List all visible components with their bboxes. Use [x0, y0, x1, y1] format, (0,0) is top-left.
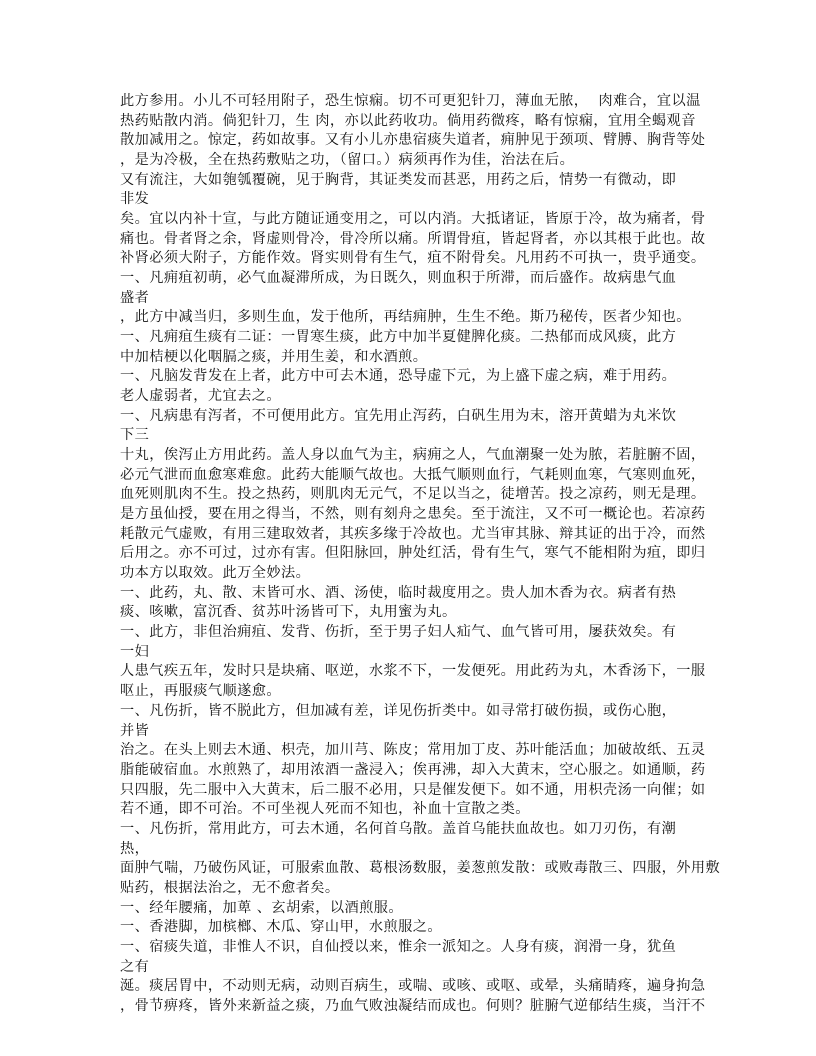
text-line: 涎。痰居胃中，不动则无病，动则百病生，或喘、或咳、或呕、或晕，头痛睛疼，遍身拘急: [120, 978, 706, 995]
text-line: 耗散元气虚败，有用三建取效者，其疾多缘于冷故也。尤当审其脉、辩其证的出于冷，而然: [120, 525, 706, 542]
text-line: 功本方以取效。此万全妙法。: [120, 565, 311, 582]
text-line: 老人虚弱者，尤宜去之。: [120, 388, 282, 405]
text-line: 贴药，根据法治之，无不愈者矣。: [120, 879, 340, 896]
text-line: 并皆: [120, 722, 150, 739]
text-line: 一、此药，丸、散、末皆可水、酒、汤使，临时裁度用之。贵人加木香为衣。病者有热: [120, 584, 677, 601]
text-line: 此方参用。小儿不可轻用附子，恐生惊痫。切不可更犯针刀，薄血无脓， 肉难合，宜以温: [120, 93, 701, 109]
text-line: 中加桔梗以化咽膈之痰，并用生姜，和水酒煎。: [120, 348, 428, 365]
text-line: 脂能破宿血。水煎熟了，却用浓酒一盏浸入；俟再沸，却入大黄末，空心服之。如通顺，药: [120, 761, 706, 778]
text-line: 下三: [120, 427, 150, 444]
text-line: 一、凡病患有泻者，不可便用此方。宜先用止泻药，白矾生用为末，溶开黄蜡为丸米饮: [120, 407, 677, 424]
text-line: 治之。在头上则去木通、枳壳，加川芎、陈皮；常用加丁皮、苏叶能活血；加破故纸、五灵: [120, 742, 706, 759]
text-line: 散加减用之。惊定，药如故事。又有小儿亦患宿痰失道者，痈肿见于颈项、臂膊、胸背等处: [120, 132, 706, 149]
text-line: 必元气泄而血愈寒难愈。此药大能顺气故也。大抵气顺则血行，气耗则血寒，气寒则血死，: [120, 466, 706, 483]
text-line: 呕止，再服痰气顺遂愈。: [120, 683, 282, 700]
text-line: ，此方中减当归，多则生血，发于他所，再结痈肿，生生不绝。斯乃秘传，医者少知也。: [120, 309, 691, 326]
text-line: 热药贴散内消。倘犯针刀，生 肉，亦以此药收功。倘用药微疼，略有惊痫，宜用全蝎观音: [120, 112, 696, 129]
text-line: 一妇: [120, 643, 150, 660]
text-line: 一、此方，非但治痈疽、发背、伤折，至于男子妇人疝气、血气皆可用，屡获效矣。有: [120, 624, 677, 641]
text-line: 一、经年腰痛，加萆 、玄胡索，以酒煎服。: [120, 899, 404, 916]
text-line: 一、凡痈疽生痰有二证：一胃寒生痰，此方中加半夏健脾化痰。二热郁而成风痰，此方: [120, 329, 677, 346]
text-line: 盛者: [120, 289, 150, 306]
text-line: 一、宿痰失道，非惟人不识，自仙授以来，惟余一派知之。人身有痰，润滑一身，犹鱼: [120, 938, 677, 955]
text-line: 热，: [120, 840, 150, 857]
text-line: 人患气疾五年，发时只是块痛、呕逆，水浆不下，一发便死。用此药为丸，木香汤下，一服: [120, 663, 706, 680]
text-line: 一、香港脚，加槟榔、木瓜、穿山甲，水煎服之。: [120, 919, 443, 936]
text-line: 若不通，即不可治。不可坐视人死而不知也，补血十宣散之类。: [120, 801, 530, 818]
text-line: 又有流注，大如匏瓠覆碗，见于胸背，其证类发而甚恶，用药之后，情势一有微动，即: [120, 171, 677, 188]
text-line: 补肾必须大附子，方能作效。肾实则骨有生气，疽不附骨矣。凡用药不可执一，贵乎通变。: [120, 250, 706, 267]
text-line: 痛也。骨者肾之余，肾虚则骨冷，骨冷所以痛。所谓骨疽，皆起肾者，亦以其根于此也。故: [120, 230, 706, 247]
text-line: ，骨节痹疼，皆外来新益之痰，乃血气败浊凝结而成也。何则？脏腑气逆郁结生痰，当汗不: [120, 997, 706, 1014]
text-line: 痰、咳嗽，富沉香、贫苏叶汤皆可下，丸用蜜为丸。: [120, 604, 457, 621]
text-line: 一、凡痈疽初萌，必气血凝滞所成，为日既久，则血积于所滞，而后盛作。故病患气血: [120, 270, 677, 287]
text-line: 后用之。亦不可过，过亦有害。但阳脉回，肿处红活，骨有生气，寒气不能相附为疽，即归: [120, 545, 706, 562]
text-line: 是方虽仙授，要在用之得当，不然，则有刻舟之患矣。至于流注，又不可一概论也。若凉药: [120, 506, 706, 523]
text-line: 一、凡伤折，皆不脱此方，但加减有差，详见伤折类中。如寻常打破伤损，或伤心胞，: [120, 702, 677, 719]
text-line: 之有: [120, 958, 150, 975]
text-line: 血死则肌肉不生。投之热药，则肌肉无元气，不足以当之，徒增苦。投之凉药，则无是理。: [120, 486, 706, 503]
text-line: 一、凡脑发背发在上者，此方中可去木通，恐导虚下元，为上盛下虚之病，难于用药。: [120, 368, 677, 385]
document-page: [120, 92, 721, 1017]
text-line: 十丸，俟泻止方用此药。盖人身以血气为主，病痈之人，气血潮聚一处为脓，若脏腑不固，: [120, 447, 706, 464]
text-line: 面肿气喘，乃破伤风证，可服索血散、葛根汤数服，姜葱煎发散：或败毒散三、四服，外用敷: [120, 860, 721, 877]
text-line: ，是为冷极，全在热药敷贴之功，（留口。）病须再作为佳，治法在后。: [120, 152, 575, 169]
text-line: 只四服，先二服中入大黄末，后二服不必用，只是催发便下。如不通，用枳壳汤一向催；如: [120, 781, 706, 798]
text-line: 非发: [120, 191, 150, 208]
text-line: 矣。宜以内补十宣，与此方随证通变用之，可以内消。大抵诸证，皆原于冷，故为痛者，骨: [120, 211, 706, 228]
text-line: 一、凡伤折，常用此方，可去木通，名何首乌散。盖首乌能扶血故也。如刀刃伤，有潮: [120, 820, 677, 837]
